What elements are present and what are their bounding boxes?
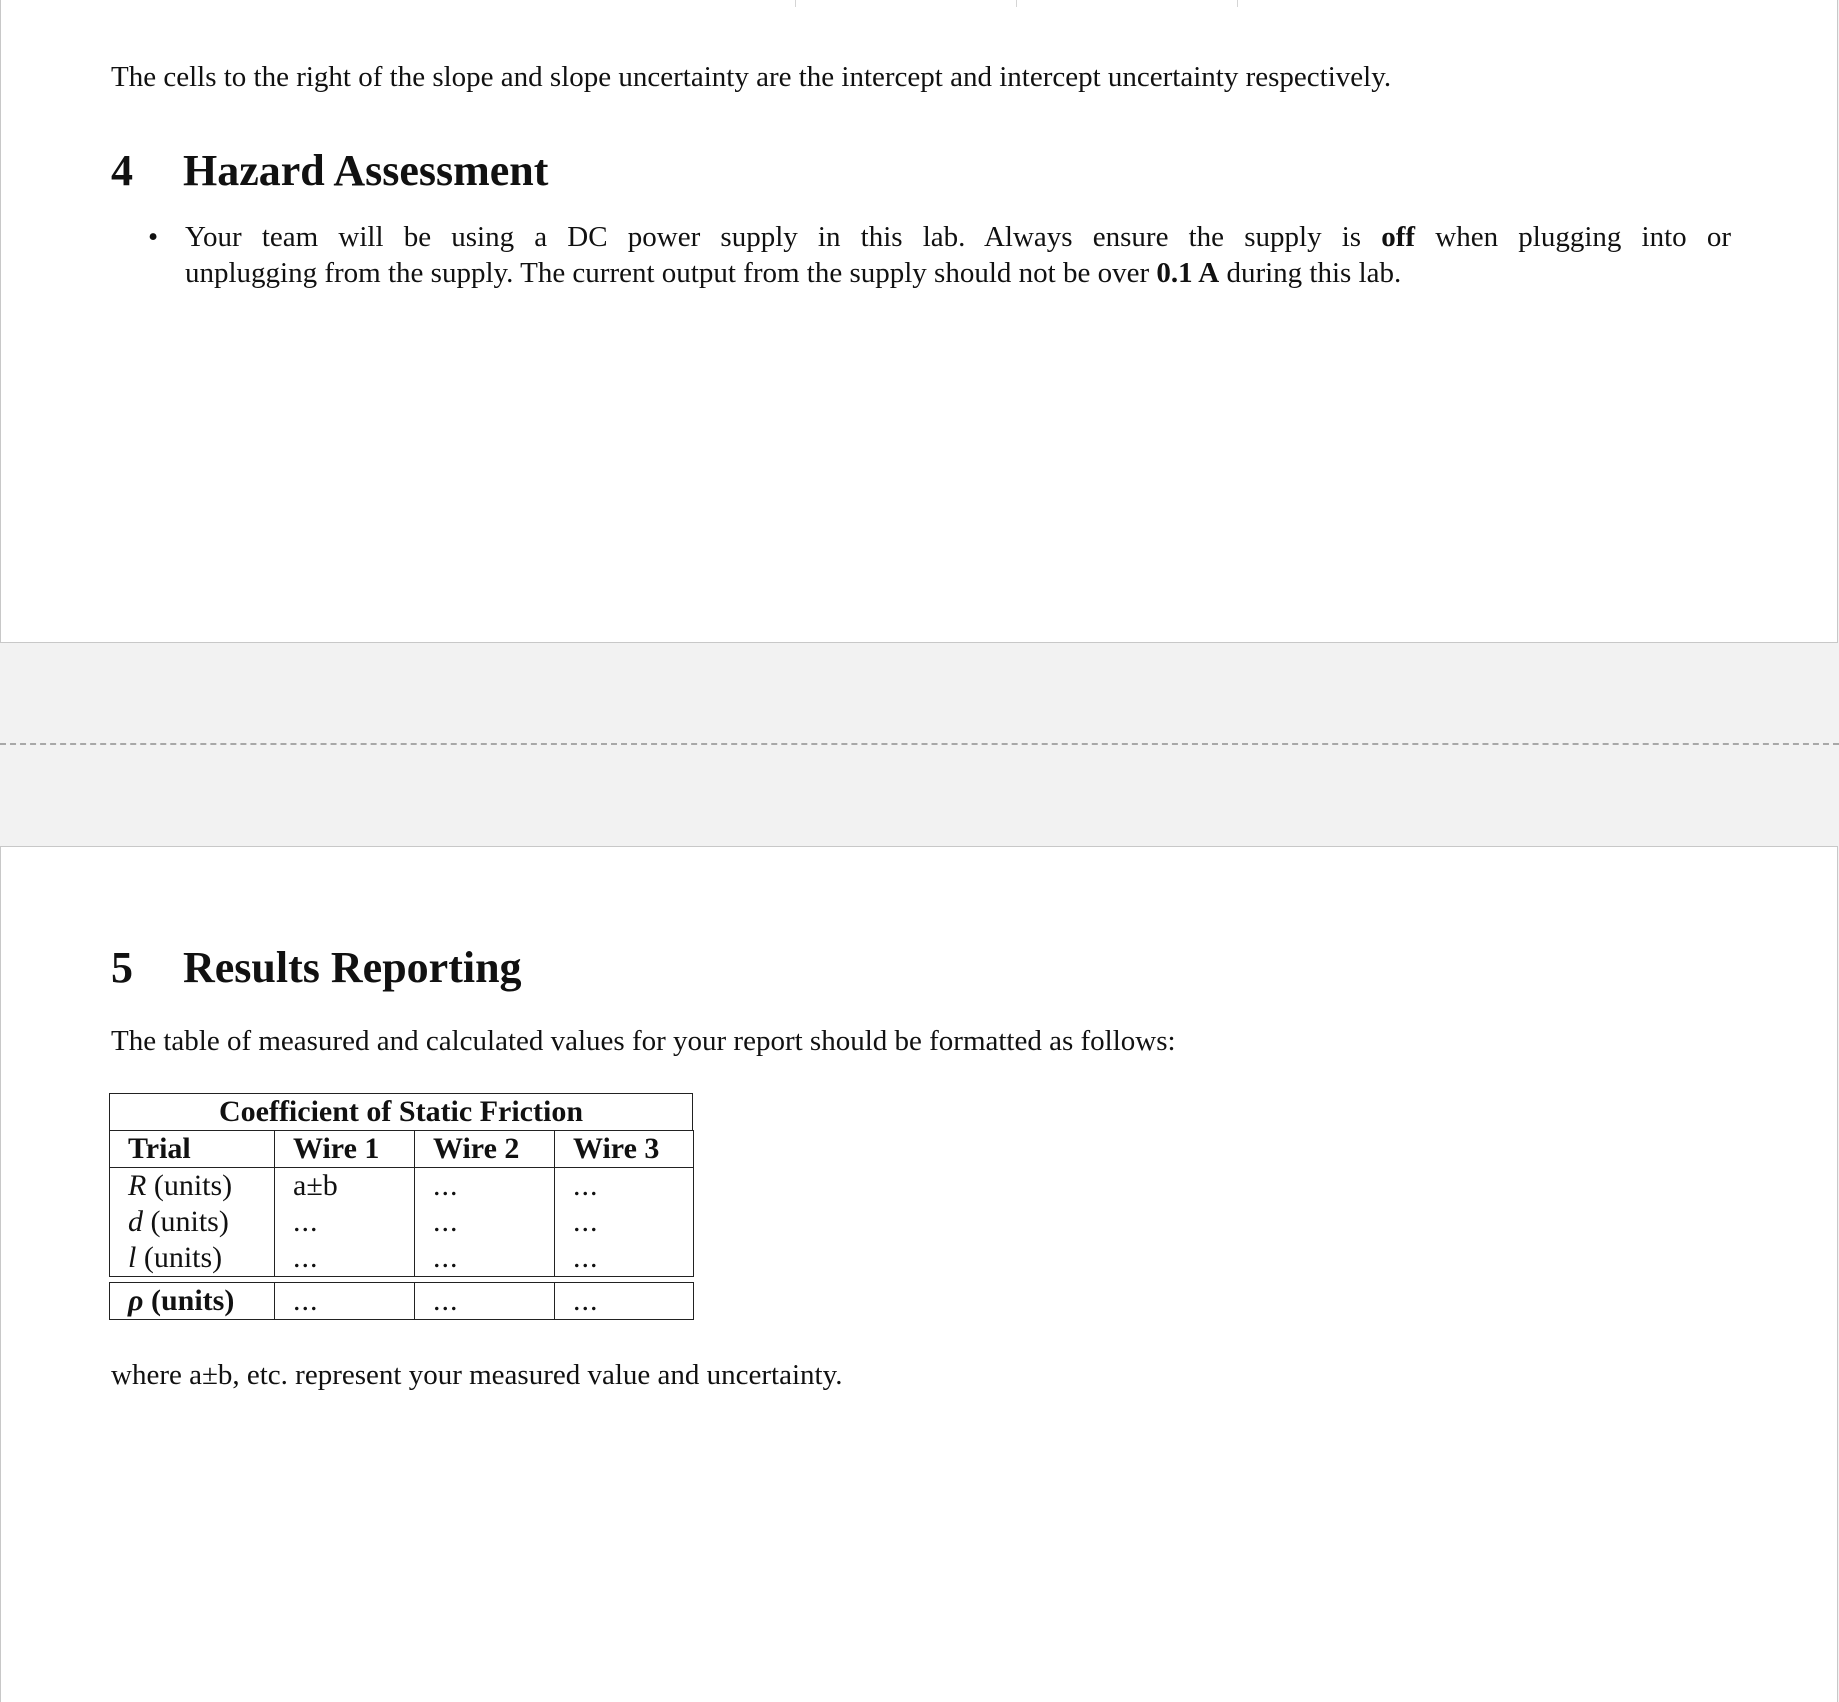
table-row bbox=[110, 1240, 694, 1277]
intro-paragraph: The cells to the right of the slope and slope uncertainty are the intercept and intercept uncertainty respectively. bbox=[111, 61, 1392, 93]
header-cell-trial: Trial bbox=[110, 1131, 275, 1168]
page-break-divider bbox=[0, 743, 1839, 745]
header-cell-wire2: Wire 2 bbox=[415, 1131, 555, 1168]
section-title: Results Reporting bbox=[183, 943, 522, 992]
top-edge-tick bbox=[1237, 0, 1238, 7]
table-cell: ... bbox=[275, 1240, 415, 1277]
bullet-bold-off: off bbox=[1381, 221, 1416, 253]
top-edge-tick bbox=[795, 0, 796, 7]
table-cell: ... bbox=[415, 1240, 555, 1277]
bullet-text: during this lab. bbox=[1219, 257, 1402, 289]
top-edge-tick bbox=[1016, 0, 1017, 7]
document-page-bottom bbox=[0, 846, 1838, 1702]
table-cell: ... bbox=[555, 1283, 694, 1320]
variable-symbol: d bbox=[128, 1205, 143, 1238]
document-page-top bbox=[0, 0, 1838, 643]
section-heading-results bbox=[111, 942, 522, 994]
table-row bbox=[110, 1283, 694, 1320]
bullet-text: unplugging from the supply. The current output from the supply should not be over bbox=[185, 257, 1157, 289]
section-number: 5 bbox=[111, 943, 133, 992]
table-body bbox=[109, 1130, 694, 1277]
section-heading-hazard bbox=[111, 145, 548, 197]
table-cell: ... bbox=[415, 1204, 555, 1240]
table-header-row bbox=[110, 1131, 694, 1168]
table-cell: ... bbox=[275, 1204, 415, 1240]
section-title: Hazard Assessment bbox=[183, 146, 549, 195]
section-number: 4 bbox=[111, 146, 133, 195]
table-cell: ... bbox=[555, 1168, 694, 1205]
table-cell: ... bbox=[275, 1283, 415, 1320]
results-footer-paragraph: where a±b, etc. represent your measured value and uncertainty. bbox=[111, 1359, 843, 1391]
table-row bbox=[110, 1204, 694, 1240]
table-caption: Coefficient of Static Friction bbox=[109, 1093, 693, 1130]
bullet-bold-current: 0.1 A bbox=[1156, 257, 1220, 289]
unit-label: (units) bbox=[143, 1205, 229, 1238]
header-cell-wire1: Wire 1 bbox=[275, 1131, 415, 1168]
row-label bbox=[110, 1204, 275, 1240]
variable-symbol: l bbox=[128, 1241, 137, 1274]
unit-label: (units) bbox=[143, 1284, 235, 1317]
unit-label: (units) bbox=[136, 1241, 223, 1274]
hazard-bullet bbox=[148, 219, 1731, 291]
bullet-text: when plugging into or bbox=[1415, 221, 1731, 253]
table-cell: ... bbox=[555, 1240, 694, 1277]
bullet-dot-icon: • bbox=[148, 221, 159, 253]
table-cell: ... bbox=[415, 1283, 555, 1320]
header-cell-wire3: Wire 3 bbox=[555, 1131, 694, 1168]
variable-symbol: ρ bbox=[128, 1284, 144, 1317]
bullet-line-2 bbox=[151, 255, 1731, 291]
table-cell: ... bbox=[555, 1204, 694, 1240]
table-row bbox=[110, 1168, 694, 1205]
table-cell: ... bbox=[415, 1168, 555, 1205]
results-table bbox=[109, 1093, 693, 1320]
variable-symbol: R bbox=[128, 1169, 147, 1202]
results-intro-paragraph: The table of measured and calculated values for your report should be formatted as follows: bbox=[111, 1025, 1176, 1057]
table-cell: a±b bbox=[275, 1168, 415, 1205]
bullet-line-1 bbox=[151, 219, 1731, 255]
row-label bbox=[110, 1283, 275, 1320]
row-label bbox=[110, 1240, 275, 1277]
row-label bbox=[110, 1168, 275, 1205]
bullet-text: Your team will be using a DC power supply in this lab. Always ensure the supply is bbox=[185, 221, 1382, 253]
unit-label: (units) bbox=[146, 1169, 233, 1202]
table-rho-row bbox=[109, 1282, 694, 1320]
